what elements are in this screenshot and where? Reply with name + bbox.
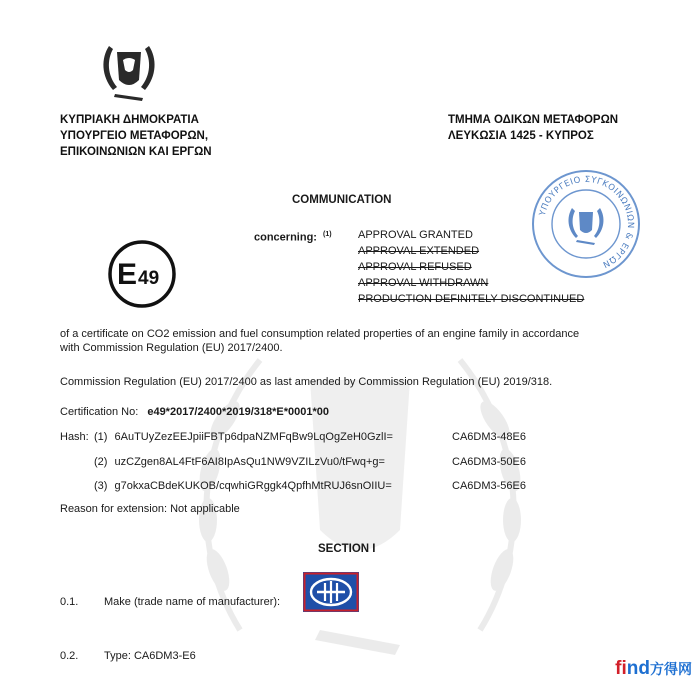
hash-value: g7okxaCBdeKUKOB/cqwhiGRggk4QpfhMtRUJ6snOIIU= [114,480,392,492]
cert-label: Certification No: [60,406,139,418]
hash-row [94,455,385,469]
footer-logo-part: 方得网 [650,661,692,677]
intro-line: with Commission Regulation (EU) 2017/2400. [60,342,283,354]
footer-logo-part: fi [615,658,627,679]
option-approval-extended: APPROVAL EXTENDED [358,245,480,257]
option-approval-withdrawn: APPROVAL WITHDRAWN [358,277,489,289]
regulation-paragraph: Commission Regulation (EU) 2017/2400 as last amended by Commission Regulation (EU) 2019/318. [60,376,553,388]
reason-for-extension: Reason for extension: Not applicable [60,503,240,515]
hash-code: CA6DM3-48E6 [452,431,526,443]
concerning-label [254,228,332,245]
header-right-line: ΛΕΥΚΩΣΙΑ 1425 - ΚΥΠΡΟΣ [448,130,594,142]
footer-logo-part: nd [626,658,650,679]
intro-paragraph [60,327,660,355]
header-left-line: ΥΠΟΥΡΓΕΙΟ ΜΕΤΑΦΟΡΩΝ, [60,130,209,142]
item-make: Make (trade name of manufacturer): [104,596,281,608]
concerning-options [358,227,584,307]
option-production-discontinued: PRODUCTION DEFINITELY DISCONTINUED [358,293,585,305]
concerning-label-text: concerning: [254,231,317,244]
item-number: 0.1. [60,596,79,608]
concerning-footnote: (1) [323,231,332,238]
find-watermark-logo [615,658,692,680]
stamp-text: ΥΠΟΥΡΓΕΙΟ ΣΥΓΚΟΙΝΩΝΙΩΝ & ΕΡΓΩΝ [537,174,636,270]
section-title: SECTION I [318,543,376,555]
e-mark-number: 49 [138,268,160,289]
hash-code: CA6DM3-50E6 [452,456,526,468]
header-right [448,112,618,144]
hash-index: (3) [94,480,108,492]
cyprus-coat-of-arms-icon [95,38,163,104]
hash-row [94,479,392,493]
header-left-line: ΕΠΙΚΟΙΝΩΝΙΩΝ ΚΑΙ ΕΡΓΩΝ [60,146,212,158]
hash-index: (1) [94,431,108,443]
option-approval-granted: APPROVAL GRANTED [358,229,473,241]
header-right-line: ΤΜΗΜΑ ΟΔΙΚΩΝ ΜΕΤΑΦΟΡΩΝ [448,114,619,126]
hash-row [94,430,393,444]
cert-value: e49*2017/2400*2019/318*E*0001*00 [147,406,330,418]
item-type: Type: CA6DM3-E6 [104,650,196,662]
hash-value: 6AuTUyZezEEJpiiFBTp6dpaNZMFqBw9LqOgZeH0GzlI= [114,431,393,443]
hash-label: Hash: [60,431,89,443]
hash-value: uzCZgen8AL4FtF6AI8IpAsQu1NW9VZILzVu0/tFwq+g= [114,456,385,468]
header-left-line: ΚΥΠΡΙΑΚΗ ΔΗΜΟΚΡΑΤΙΑ [60,114,199,126]
hash-code: CA6DM3-56E6 [452,480,526,492]
option-approval-refused: APPROVAL REFUSED [358,261,472,273]
manufacturer-logo-icon [303,572,359,612]
header-left [60,112,212,160]
item-number: 0.2. [60,650,79,662]
certification-number [60,405,329,419]
intro-line: of a certificate on CO2 emission and fuel consumption related properties of an engine family in accordance [60,328,580,340]
e-mark-letter: E [117,258,138,291]
document-title: COMMUNICATION [292,194,392,206]
hash-index: (2) [94,456,108,468]
e49-approval-mark [106,238,178,310]
